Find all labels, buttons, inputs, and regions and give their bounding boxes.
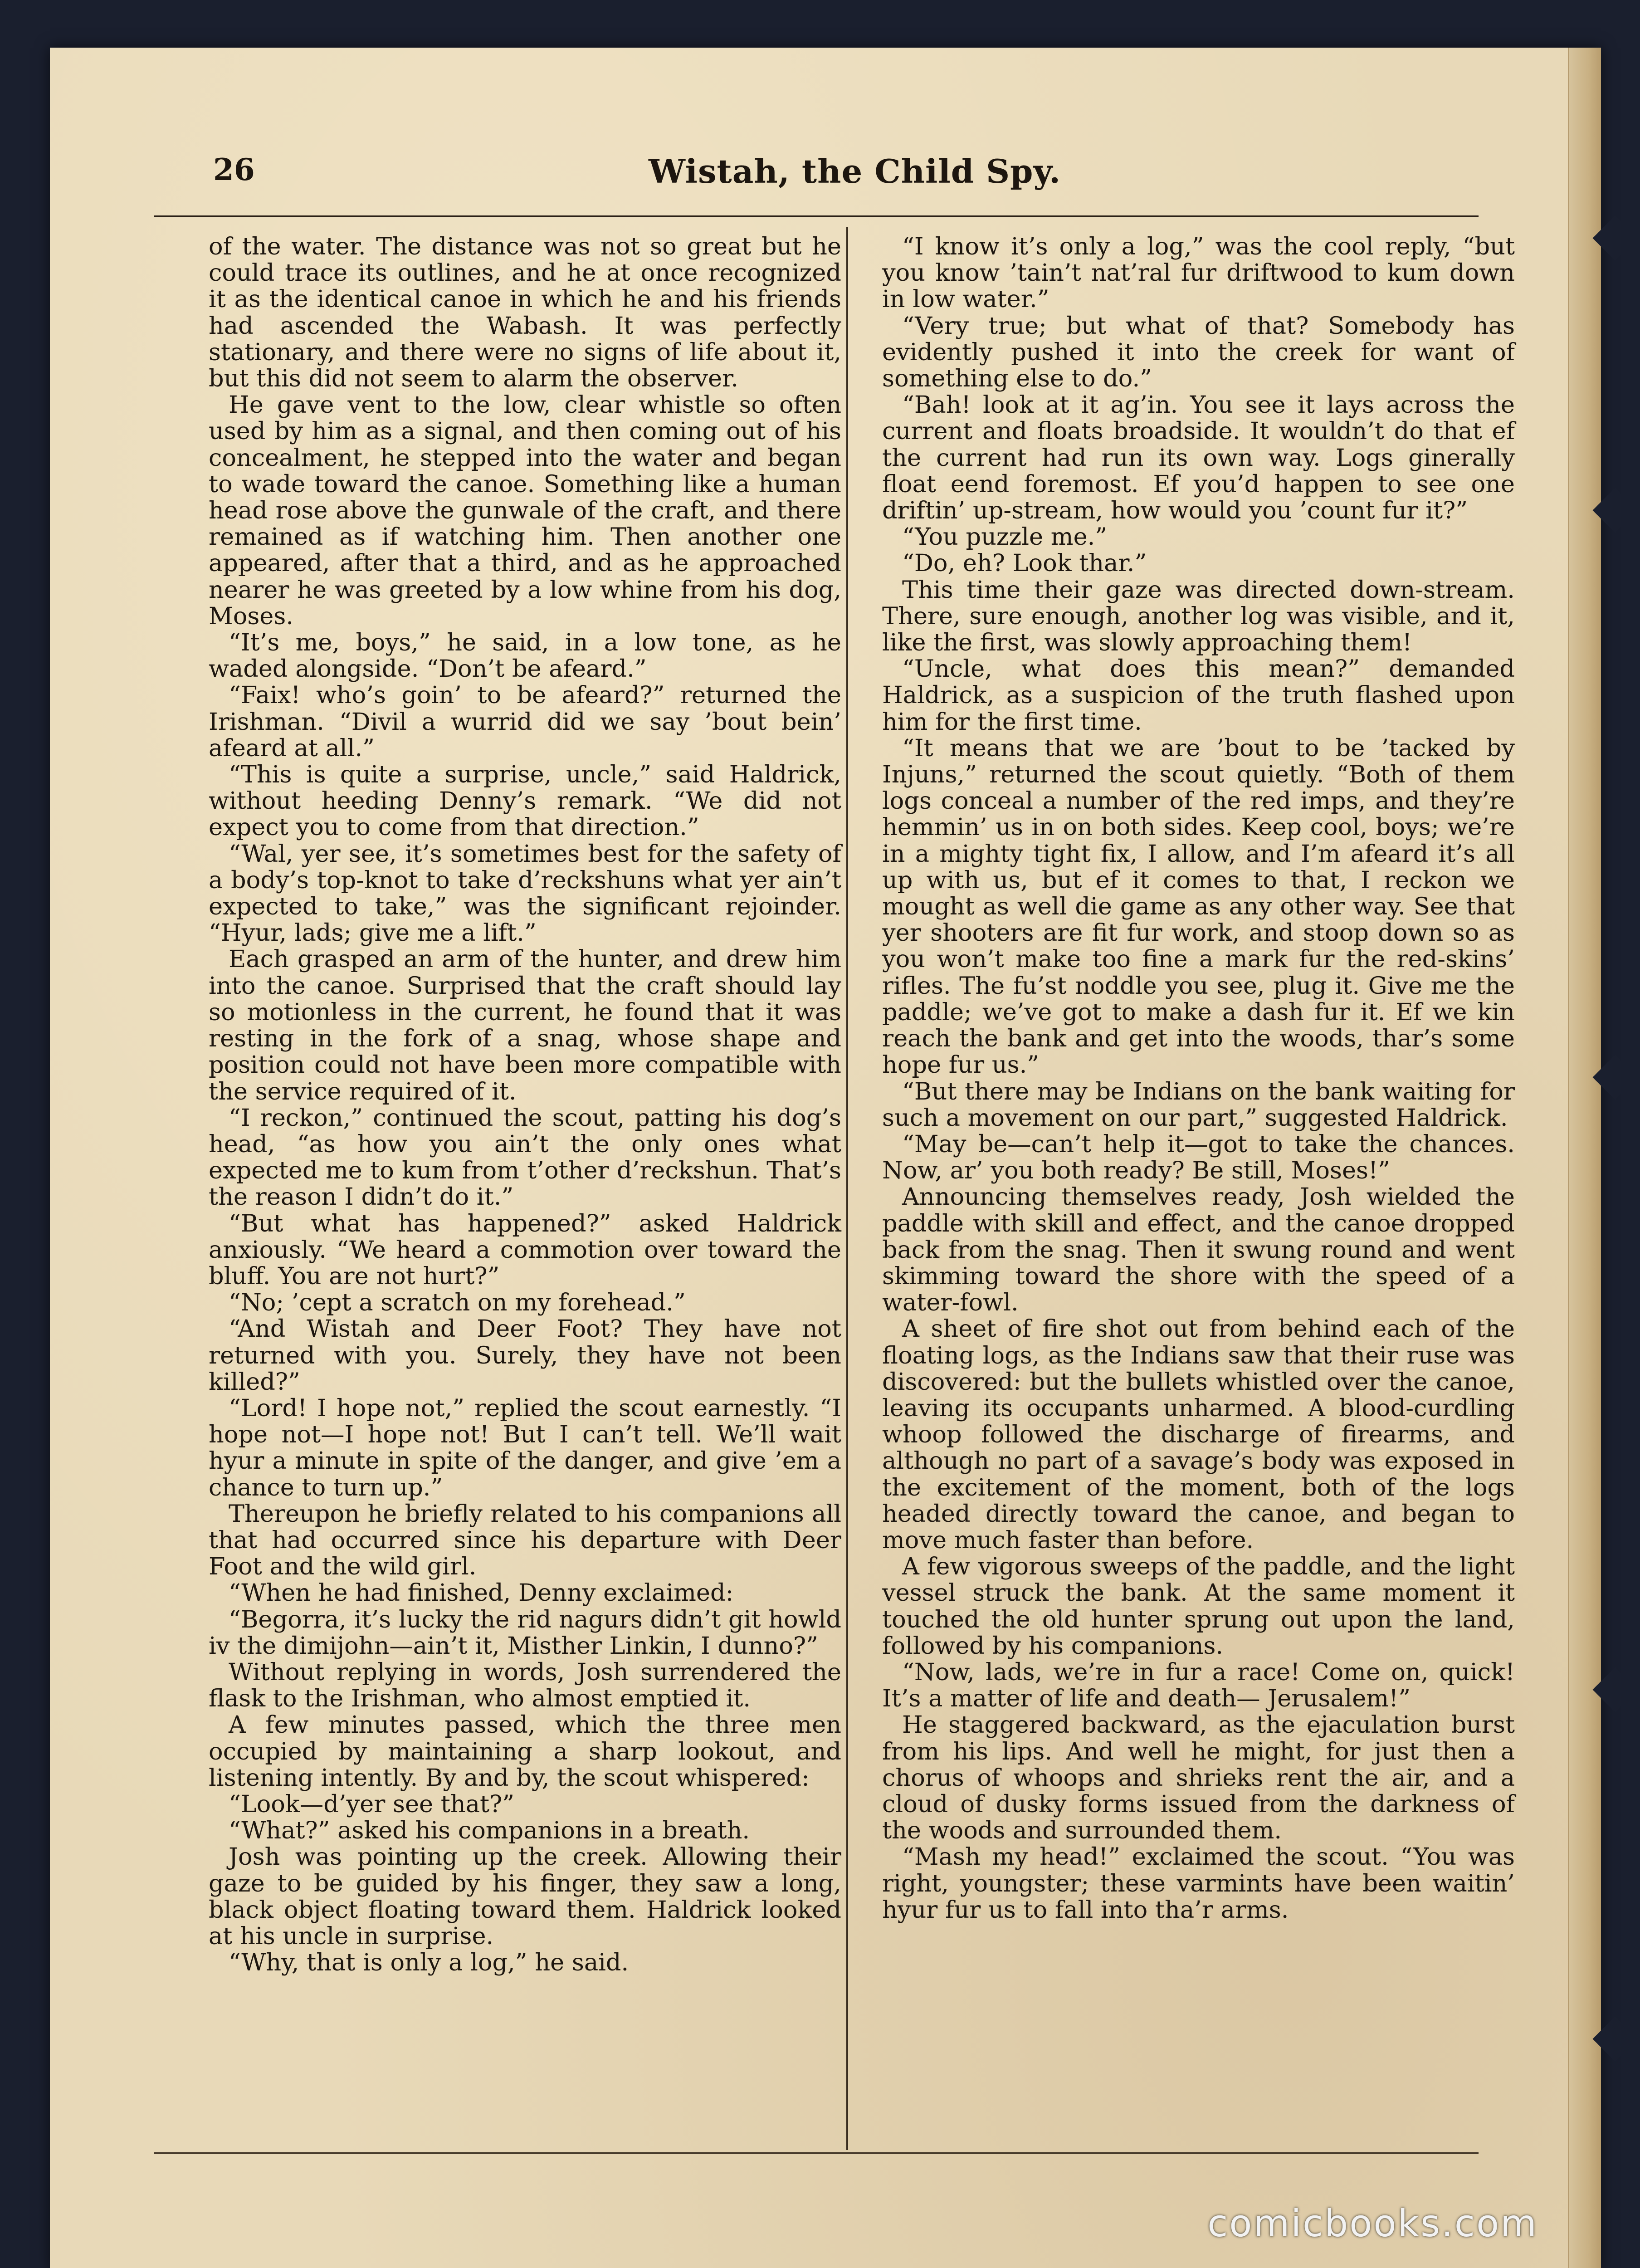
left-column [209, 234, 841, 1976]
running-title: Wistah, the Child Spy. [649, 152, 1061, 191]
paragraph: “Faix! who’s goin’ to be afeard?” returned the Irishman. “Divil a wurrid did we say ’bout bein’ afeard at all.” [209, 681, 841, 762]
paragraph: “When he had finished, Denny exclaimed: [229, 1579, 734, 1607]
paragraph: “What?” asked his companions in a breath. [229, 1817, 750, 1845]
column-divider [846, 227, 848, 2150]
paragraph: “I know it’s only a log,” was the cool reply, “but you know ’tain’t nat’ral fur driftwood to kum down in low water.” [882, 233, 1515, 313]
paragraph: “But there may be Indians on the bank waiting for such a movement on our part,” suggested Haldrick. [882, 1077, 1515, 1132]
paragraph: “But what has happened?” asked Haldrick anxiously. “We heard a commotion over toward the bluff. You are not hurt?” [209, 1209, 841, 1290]
paragraph: He staggered backward, as the ejaculation burst from his lips. And well he might, for just then a chorus of whoops and shrieks rent the air, and a cloud of dusky forms issued from the darkness of the woods and surrounded them. [882, 1711, 1515, 1845]
paragraph: He gave vent to the low, clear whistle so often used by him as a signal, and then coming out of his concealment, he stepped into the water and began to wade toward the canoe. Something like a human head rose above the gunwale of the craft, and there remained as if watching him. Then another one appeared, after that a third, and as he approached nearer he was greeted by a low whine from his dog, Moses. [209, 391, 841, 630]
paragraph: “Begorra, it’s lucky the rid nagurs didn’t git howld iv the dimijohn—ain’t it, Misther Linkin, I dunno?” [209, 1605, 841, 1660]
paragraph: “Very true; but what of that? Somebody has evidently pushed it into the creek for want of something else to do.” [882, 312, 1515, 393]
paragraph: “May be—can’t help it—got to take the chances. Now, ar’ you both ready? Be still, Moses!” [882, 1130, 1515, 1185]
paragraph: “This is quite a surprise, uncle,” said Haldrick, without heeding Denny’s remark. “We did not expect you to come from that direction.” [209, 761, 841, 841]
paragraph: “No; ’cept a scratch on my forehead.” [229, 1289, 686, 1317]
paragraph: “It’s me, boys,” he said, in a low tone, as he waded alongside. “Don’t be afeard.” [209, 629, 841, 683]
paragraph: Announcing themselves ready, Josh wielded the paddle with skill and effect, and the canoe dropped back from the snag. Then it swung round and went skimming toward the shore with the speed of a water-fowl. [882, 1183, 1515, 1317]
paragraph: “It means that we are ’bout to be ’tacked by Injuns,” returned the scout quietly. “Both of them logs conceal a number of the red imps, and they’re hemmin’ us in on both sides. Keep cool, boys; we’re in a mighty tight fix, I allow, and I’m afeard it’s all up with us, but ef it comes to that, I reckon we mought as well die game as any other way. See that yer shooters are fit fur work, and stoop down so as you won’t make too fine a mark fur the red-skins’ rifles. The fu’st noddle you see, plug it. Give me the paddle; we’ve got to make a dash fur it. Ef we kin reach the bank and get into the woods, thar’s some hope fur us.” [882, 734, 1515, 1079]
paragraph: Josh was pointing up the creek. Allowing their gaze to be guided by his finger, they saw a long, black object floating toward them. Haldrick looked at his uncle in surprise. [209, 1843, 841, 1950]
watermark: comicbooks.com [1207, 2202, 1538, 2245]
paragraph: “I reckon,” continued the scout, patting his dog’s head, “as how you ain’t the only ones what expected me to kum from t’other d’reckshun. That’s the reason I didn’t do it.” [209, 1104, 841, 1211]
paragraph: “Do, eh? Look thar.” [902, 549, 1147, 577]
paragraph: “Bah! look at it ag’in. You see it lays across the current and floats broadside. It wouldn’t do that ef the current had run its own way. Logs ginerally float eend foremost. Ef you’d happen to see one driftin’ up-stream, how would you ’count fur it?” [882, 391, 1515, 525]
paragraph: “Mash my head!” exclaimed the scout. “You was right, youngster; these varmints have been waitin’ hyur fur us to fall into tha’r arms. [882, 1843, 1515, 1924]
paragraph: “Now, lads, we’re in fur a race! Come on, quick! It’s a matter of life and death— Jerusalem!” [882, 1658, 1515, 1713]
paragraph: This time their gaze was directed down-stream. There, sure enough, another log was visible, and it, like the first, was slowly approaching them! [882, 576, 1515, 657]
paragraph: Thereupon he briefly related to his companions all that had occurred since his departure with Deer Foot and the wild girl. [209, 1500, 841, 1581]
page-edge [1568, 48, 1601, 2268]
paragraph: “Why, that is only a log,” he said. [229, 1949, 629, 1977]
paragraph: of the water. The distance was not so great but he could trace its outlines, and he at once recognized it as the identical canoe in which he and his friends had ascended the Wabash. It was perfectly stationary, and there were no signs of life about it, but this did not seem to alarm the observer. [209, 233, 841, 393]
paragraph: A few minutes passed, which the three men occupied by maintaining a sharp lookout, and listening intently. By and by, the scout whispered: [209, 1711, 841, 1792]
paragraph: “Wal, yer see, it’s sometimes best for the safety of a body’s top-knot to take d’reckshuns what yer ain’t expected to take,” was the significant rejoinder. “Hyur, lads; give me a lift.” [209, 840, 841, 947]
paragraph: A few vigorous sweeps of the paddle, and the light vessel struck the bank. At the same moment it touched the old hunter sprung out upon the land, followed by his companions. [882, 1553, 1515, 1660]
paragraph: A sheet of fire shot out from behind each of the floating logs, as the Indians saw that their ruse was discovered: but the bullets whistled over the canoe, leaving its occupants unharmed. A blood-curdling whoop followed the discharge of firearms, and although no part of a savage’s body was exposed in the excitement of the moment, both of the logs headed directly toward the canoe, and began to move much faster than before. [882, 1315, 1515, 1554]
paragraph: Each grasped an arm of the hunter, and drew him into the canoe. Surprised that the craft should lay so motionless in the current, he found that it was resting in the fork of a snag, whose shape and position could not have been more compatible with the service required of it. [209, 945, 841, 1105]
footer-rule [154, 2152, 1479, 2154]
paragraph: “And Wistah and Deer Foot? They have not returned with you. Surely, they have not been killed?” [209, 1315, 841, 1396]
header-rule [154, 215, 1479, 217]
paragraph: “Lord! I hope not,” replied the scout earnestly. “I hope not—I hope not! But I can’t tell. We’ll wait hyur a minute in spite of the danger, and give ’em a chance to turn up.” [209, 1394, 841, 1501]
paragraph: “Uncle, what does this mean?” demanded Haldrick, as a suspicion of the truth flashed upon him for the first time. [882, 655, 1515, 736]
paragraph: Without replying in words, Josh surrendered the flask to the Irishman, who almost emptied it. [209, 1658, 841, 1713]
paragraph: “Look—d’yer see that?” [229, 1790, 515, 1818]
right-column [882, 234, 1515, 1923]
page-number: 26 [213, 152, 255, 187]
paragraph: “You puzzle me.” [902, 523, 1108, 551]
